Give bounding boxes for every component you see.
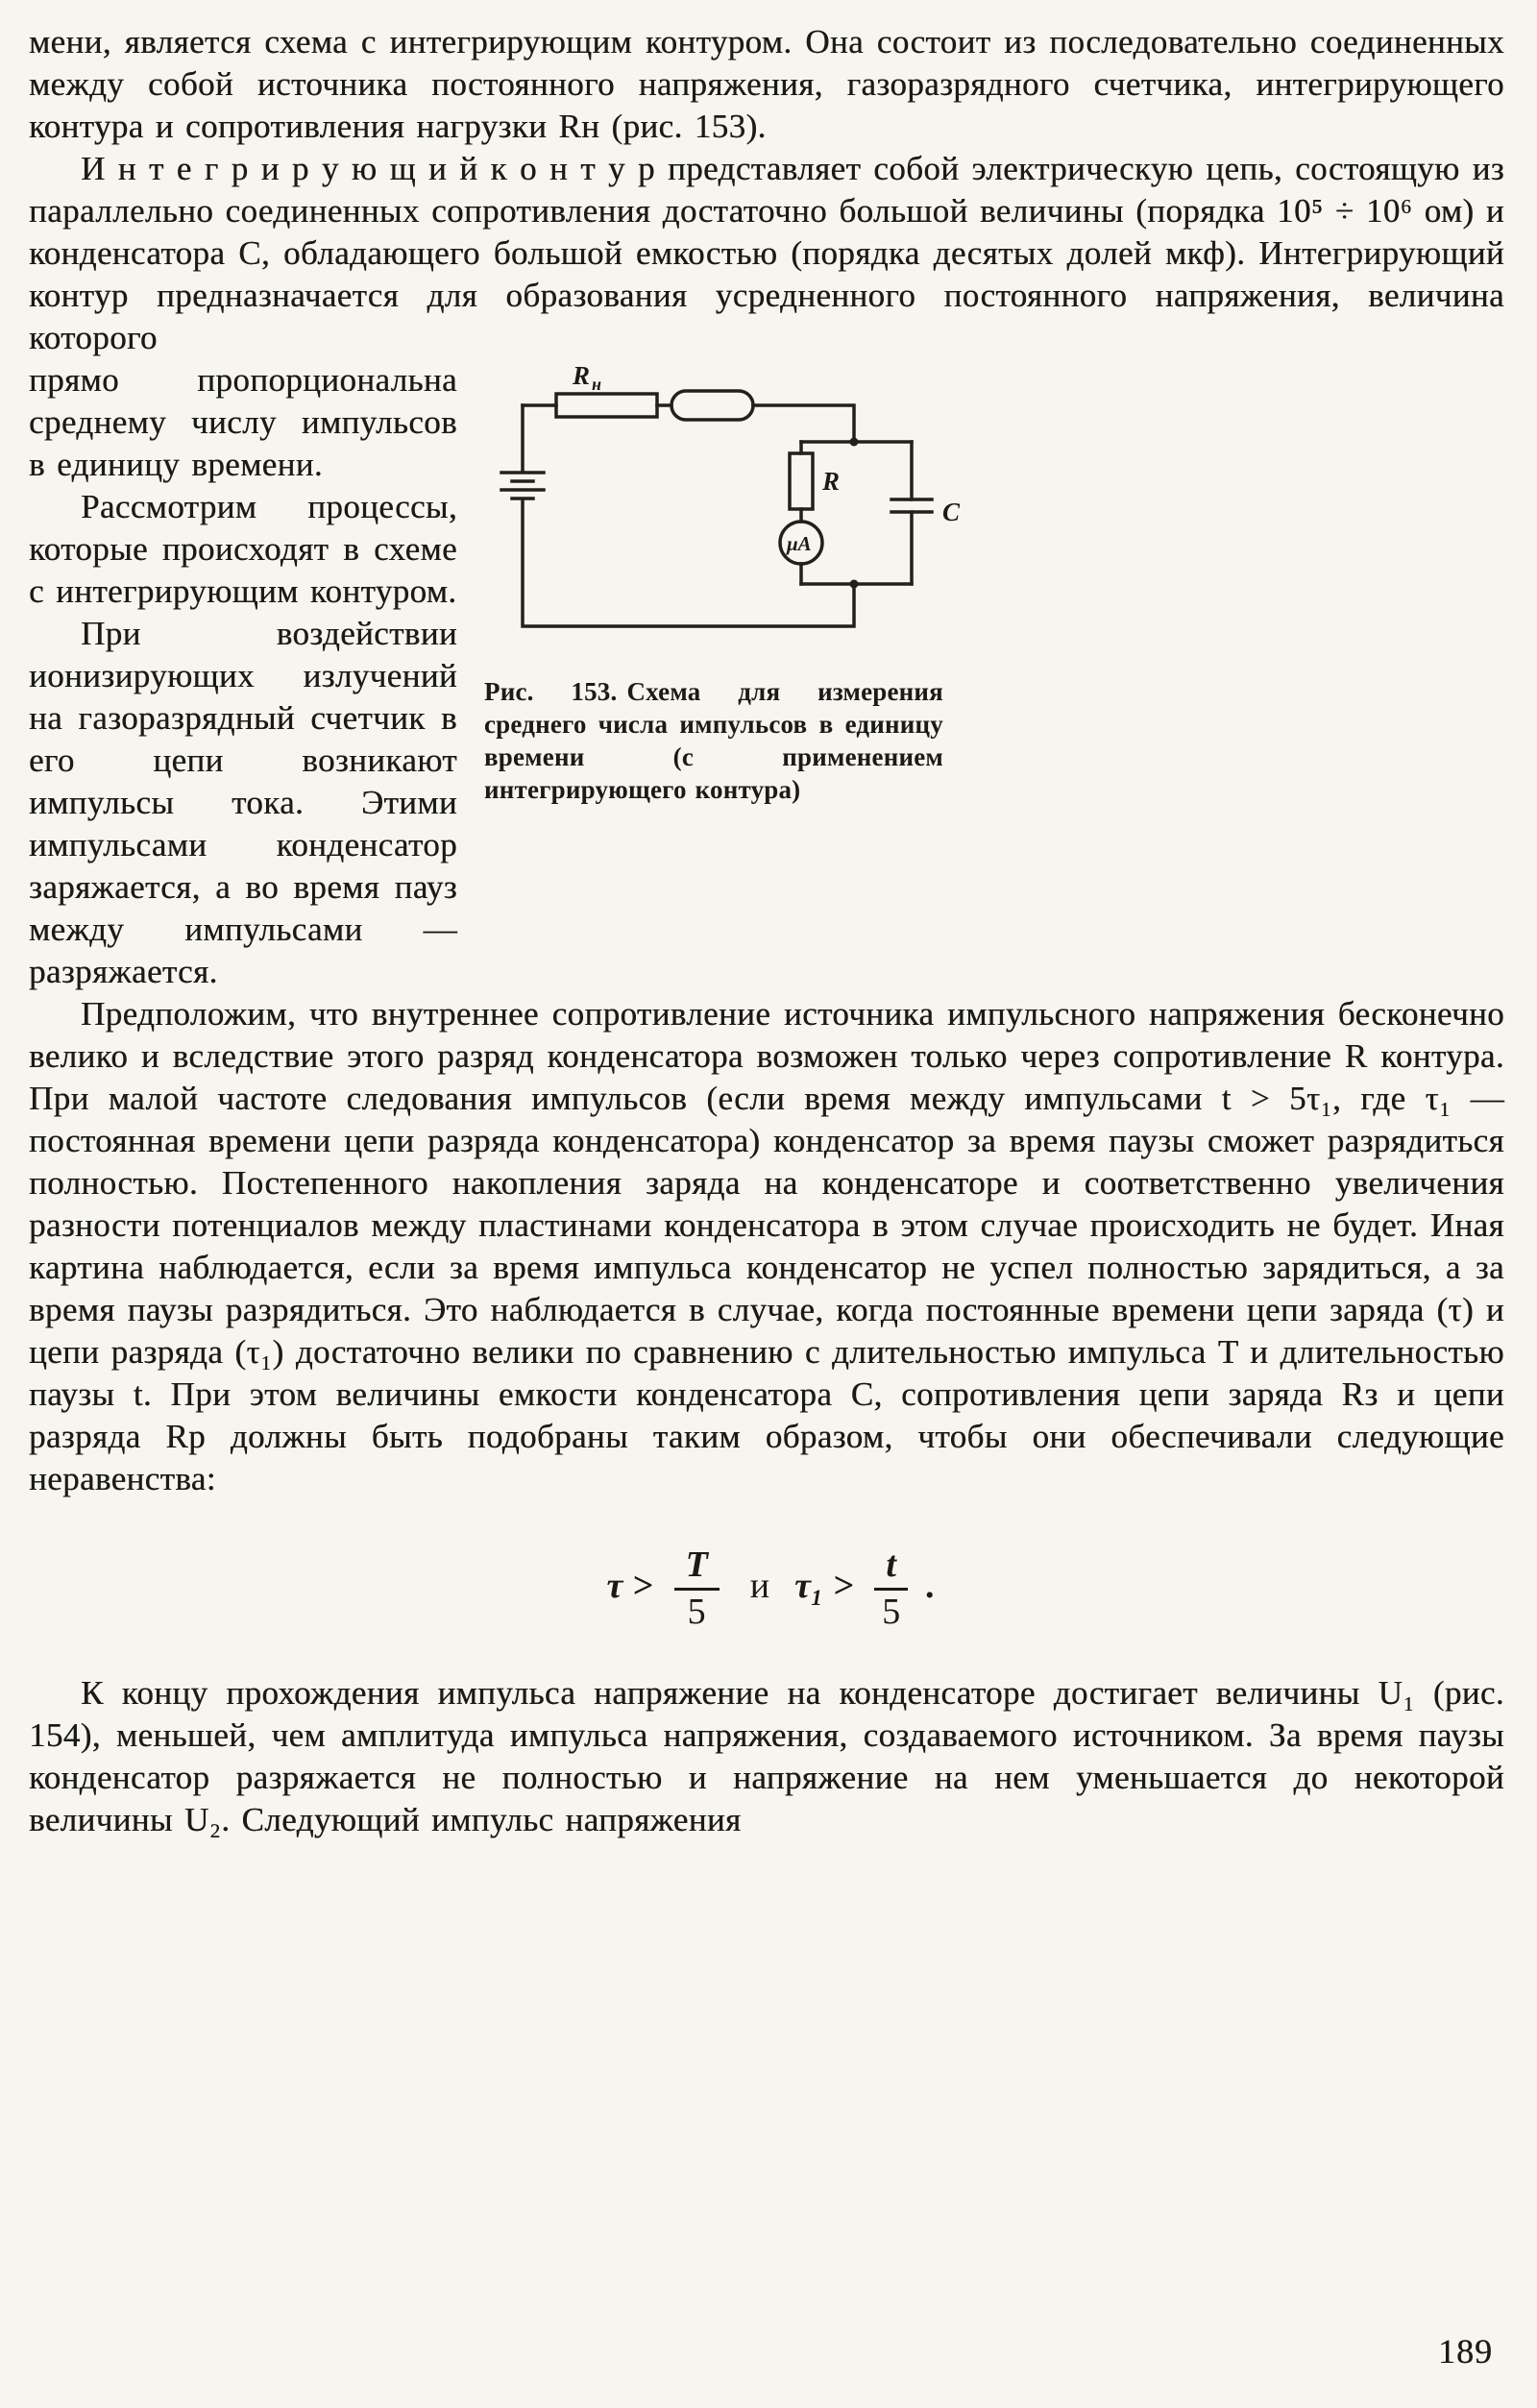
label-load-resistor-sub: н xyxy=(592,375,601,394)
formula-period: . xyxy=(924,1566,935,1607)
paragraph-1: мени, является схема с интегрирующим контуром. Она состоит из последовательно соединенных между собой источника постоянного напряжения, газоразрядного счетчика, интегрирующего контура и сопротивления нагрузки Rн (рис. 153). xyxy=(29,23,1504,145)
page-number: 189 xyxy=(1438,2332,1493,2371)
label-load-resistor: R xyxy=(573,365,591,390)
paragraph-2: И н т е г р и р у ю щ и й к о н т у р представляет собой электрическую цепь, состоящую из параллельно соединенных сопротивления достаточно большой величины (порядка 10⁵ ÷ 10⁶ ом) и конденсатора C, обладающего большой емкостью (порядка десятых долей мкф). Интегрирующий контур предназначается для образования усредненного постоянного напряжения, величина которого xyxy=(29,150,1504,356)
battery-symbol xyxy=(501,473,544,499)
paragraph-6: К концу прохождения импульса напряжение на конденсаторе достигает величины U₁ (рис. 154), меньшей, чем амплитуда импульса напряжения, создаваемого источником. За время паузы конденсатор разряжается не полностью и напряжение на нем уменьшается до некоторой величины U₂. Следующий импульс напряжения xyxy=(29,1673,1504,1838)
formula-inequalities xyxy=(29,1546,1504,1632)
paragraph-4: При воздействии ионизирующих излучений на газоразрядный счетчик в его цепи возникают импульсы тока. Этими импульсами конденсатор заряжается, а во время пауз между импульсами — разряжается. xyxy=(29,615,457,990)
formula-conjunction: и xyxy=(749,1566,770,1607)
formula-numerator-1: T xyxy=(674,1546,720,1591)
paragraph-5: Предположим, что внутреннее сопротивление источника импульсного напряжения бесконечно велико и вследствие этого разряд конденсатора возможен только через сопротивление R контура. При малой частоте следования импульсов (если время между импульсами t > 5τ₁, где τ₁ — постоянная времени цепи разряда конденсатора) конденсатор за время паузы сможет разрядиться полностью. Постепенного накопления заряда на конденсаторе и соответственно увеличения разности потенциалов между пластинами конденсатора в этом случае происходить не будет. Иная картина наблюдается, если за время импульса конденсатор не успел полностью зарядиться, а за время паузы разрядиться. Это наблюдается в случае, когда постоянные времени цепи заряда (τ) и цепи разряда (τ₁) достаточно велики по сравнению с длительностью импульса T и длительностью паузы t. При этом величины емкости конденсатора C, сопротивления цепи заряда Rз и цепи разряда Rр должны быть подобраны таким образом, чтобы они обеспечивали следующие неравенства: xyxy=(29,995,1504,1497)
formula-denominator-2: 5 xyxy=(882,1591,901,1632)
figure-153-caption xyxy=(484,675,943,806)
label-resistor-r: R xyxy=(822,467,841,496)
label-capacitor-c: C xyxy=(942,498,961,526)
formula-lhs-2: τ₁ > xyxy=(794,1566,854,1607)
resistor-r-symbol xyxy=(790,453,813,509)
label-microammeter: μA xyxy=(787,532,812,555)
formula-denominator-1: 5 xyxy=(687,1591,706,1632)
junction-dot-bottom xyxy=(850,580,859,589)
capacitor-symbol xyxy=(891,499,932,512)
figure-caption-label: Рис. 153. xyxy=(484,677,618,706)
wire-left-bottom xyxy=(523,405,854,626)
paragraph-3: Рассмотрим процессы, которые происходят в схеме с интегрирующим контуром. xyxy=(29,488,457,610)
counter-tube-symbol xyxy=(671,391,753,420)
formula-fraction-1 xyxy=(667,1546,727,1632)
formula-numerator-2: t xyxy=(874,1546,908,1591)
formula-fraction-2 xyxy=(866,1546,915,1632)
formula-lhs-1: τ > xyxy=(606,1566,653,1607)
figure-153-inner xyxy=(484,365,964,806)
junction-dot-top xyxy=(850,438,859,447)
paragraph-2-continued: прямо пропорциональна среднему числу импульсов в единицу времени. xyxy=(29,361,457,483)
resistor-load-symbol xyxy=(556,394,657,417)
figure-153 xyxy=(484,365,1504,948)
wire-top xyxy=(523,405,854,442)
circuit-diagram xyxy=(484,365,964,653)
figure-caption-text: Схема для измерения среднего числа импульсов в единицу времени (с применением интегрирующего контура) xyxy=(484,677,943,804)
